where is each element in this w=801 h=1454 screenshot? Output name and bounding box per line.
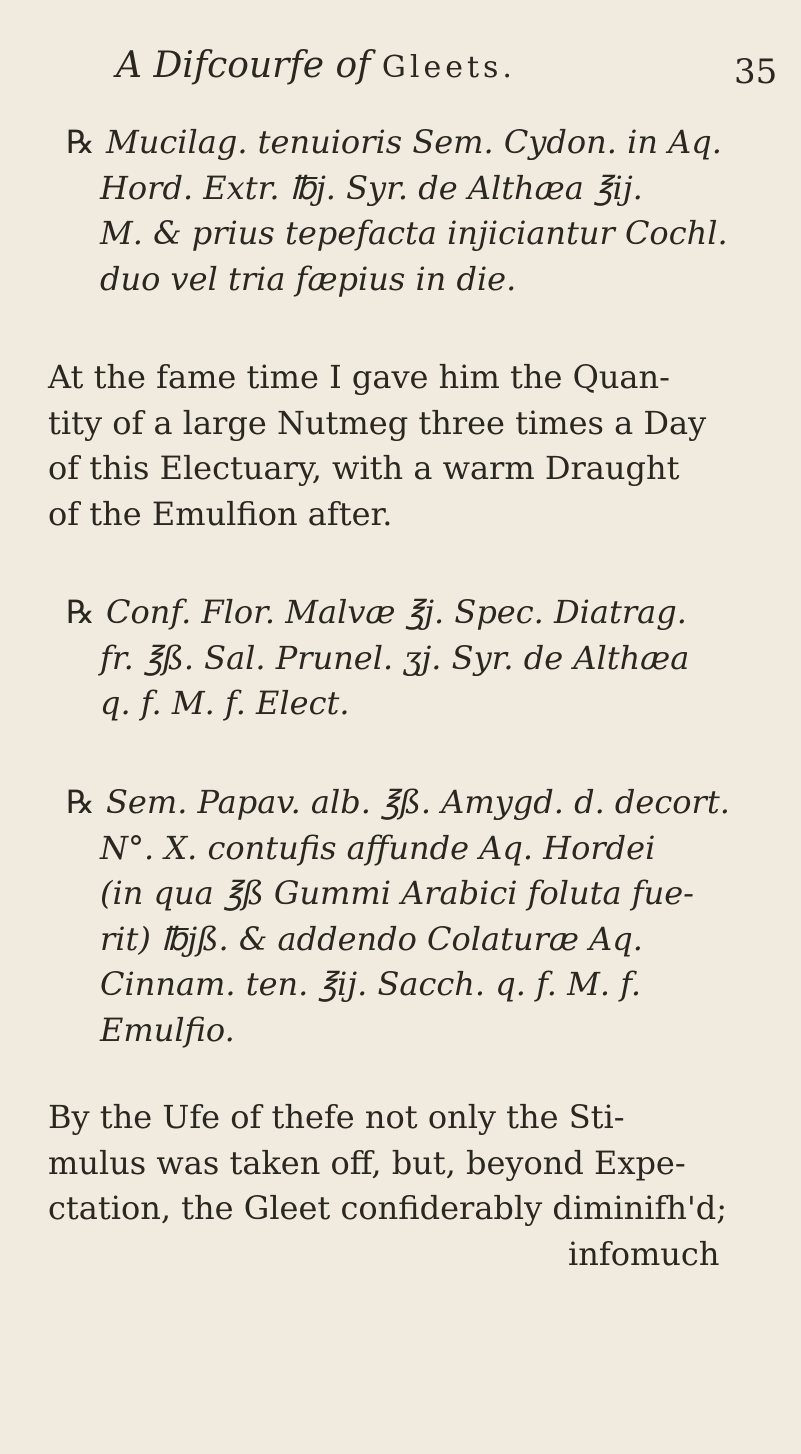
recipe-line: Emulfio. <box>100 1010 235 1049</box>
paragraph-electuary <box>48 355 748 537</box>
recipe-line: (in qua ℥ß Gummi Arabici foluta fue- <box>100 874 694 912</box>
paragraph-result <box>48 1095 748 1277</box>
catchword: infomuch <box>568 1234 720 1273</box>
header-subject: Gleets. <box>381 50 516 85</box>
text-line: ctation, the Gleet confiderably diminifh'd; <box>48 1189 728 1227</box>
recipe-symbol: ℞ <box>66 123 95 161</box>
recipe-line: Cinnam. ten. ℥ij. Sacch. q. f. M. f. <box>100 965 642 1003</box>
text-line: of this Electuary, with a warm Draught <box>48 449 680 487</box>
recipe-line: q. f. M. f. Elect. <box>100 684 350 722</box>
recipe-symbol: ℞ <box>66 783 95 821</box>
page-number: 35 <box>734 52 778 92</box>
text-line: mulus was taken off, but, beyond Expe- <box>48 1143 686 1182</box>
text-line: of the Emulfion after. <box>48 494 393 533</box>
recipe-conserve <box>48 590 748 727</box>
recipe-symbol: ℞ <box>66 593 95 631</box>
text-line: By the Ufe of thefe not only the Sti- <box>48 1098 625 1136</box>
recipe-line: duo vel tria fæpius in die. <box>100 259 517 298</box>
recipe-line: fr. ℥ß. Sal. Prunel. ʒj. Syr. de Althæa <box>100 638 690 677</box>
recipe-line: N°. X. contufis affunde Aq. Hordei <box>100 828 656 867</box>
recipe-emulsion <box>48 780 748 1053</box>
text-line: At the fame time I gave him the Quan- <box>48 358 670 396</box>
recipe-mucilage <box>48 120 748 302</box>
recipe-line: rit) ℔jß. & addendo Colaturæ Aq. <box>100 919 643 958</box>
text-line: tity of a large Nutmeg three times a Day <box>48 403 707 442</box>
recipe-line: ℞ Sem. Papav. alb. ℥ß. Amygd. d. decort. <box>48 780 748 826</box>
header-title: A Difcourfe of <box>116 45 371 86</box>
recipe-line: Hord. Extr. ℔j. Syr. de Althæa ℥ij. <box>100 168 643 207</box>
recipe-line: ℞ Mucilag. tenuioris Sem. Cydon. in Aq. <box>48 120 748 166</box>
recipe-line: ℞ Conf. Flor. Malvæ ℥j. Spec. Diatrag. <box>48 590 748 636</box>
running-header <box>116 42 716 92</box>
recipe-line: M. & prius tepefacta injiciantur Cochl. <box>100 214 728 252</box>
